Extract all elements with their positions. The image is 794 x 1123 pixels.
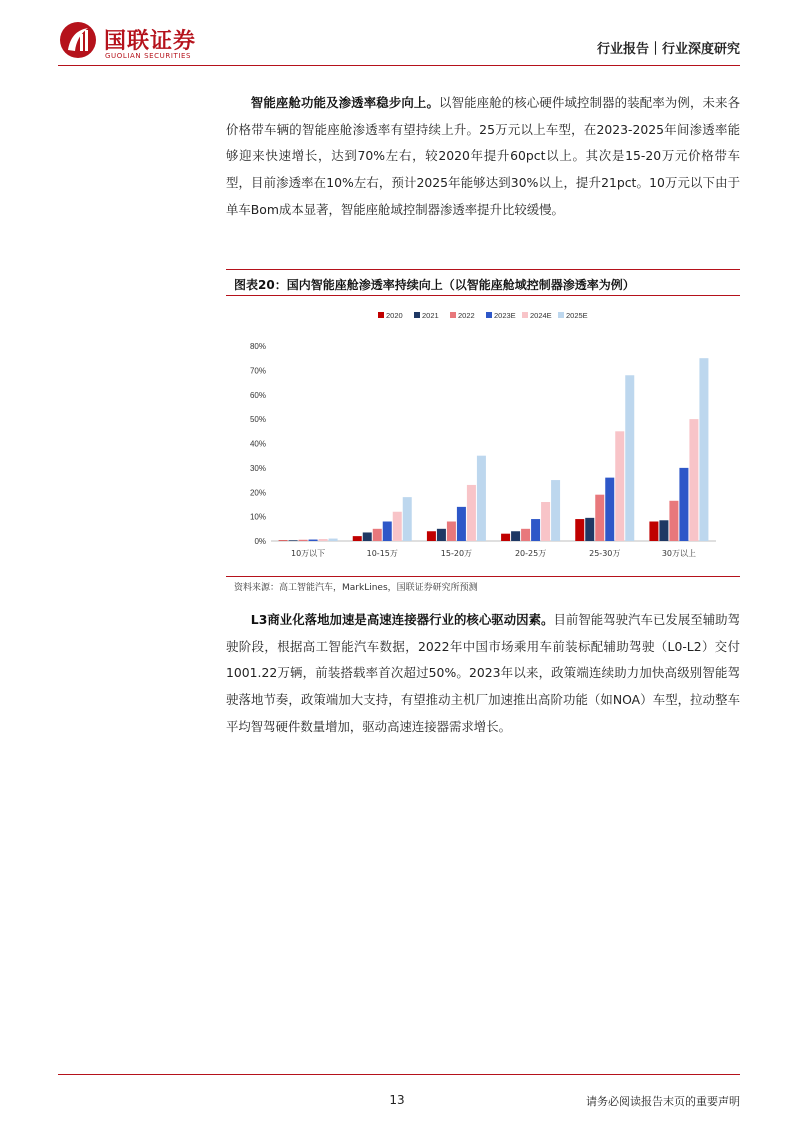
bar-2021-4 bbox=[585, 518, 594, 541]
y-tick-label: 20% bbox=[249, 488, 266, 498]
paragraph-body: 目前智能驾驶汽车已发展至辅助驾驶阶段，根据高工智能汽车数据，2022年中国市场乘用车前装标配辅助驾驶（L0-L2）交付1001.22万辆，前装搭载率首次超过50%。2023年以来，政策端连续助力加快高级别智能驾驶落地节奏，政策端加大支持，有望推动主机厂加速推出高阶功能（如NOA）车型，拉动整车平均智驾硬件数量增加，驱动高速连接器需求增长。 bbox=[226, 612, 740, 734]
bar-2025E-1 bbox=[403, 497, 412, 541]
bar-2021-2 bbox=[437, 529, 446, 541]
page-number: 13 bbox=[389, 1093, 405, 1107]
x-tick-label: 20-25万 bbox=[514, 549, 547, 558]
y-tick-label: 60% bbox=[249, 390, 266, 400]
bar-2022-4 bbox=[595, 495, 604, 541]
paragraph-lead: L3商业化落地加速是高速连接器行业的核心驱动因素。 bbox=[250, 612, 554, 627]
legend-label-2022: 2022 bbox=[458, 311, 475, 320]
bar-2020-5 bbox=[649, 522, 658, 542]
legend-label-2024E: 2024E bbox=[530, 311, 552, 320]
legend-swatch-2021 bbox=[414, 312, 420, 318]
legend-swatch-2025E bbox=[558, 312, 564, 318]
paragraph-cockpit bbox=[226, 90, 740, 224]
bar-2024E-0 bbox=[319, 539, 328, 541]
figure-source: 资料来源：高工智能汽车，MarkLines，国联证券研究所预测 bbox=[234, 583, 478, 593]
x-tick-label: 15-20万 bbox=[440, 549, 473, 558]
figure-source-bar bbox=[226, 576, 740, 594]
bar-2021-3 bbox=[511, 531, 520, 541]
y-tick-label: 70% bbox=[249, 366, 266, 376]
paragraph-lead: 智能座舱功能及渗透率稳步向上。 bbox=[250, 95, 440, 110]
paragraph-l3 bbox=[226, 607, 740, 741]
bar-2024E-2 bbox=[467, 485, 476, 541]
bar-2020-1 bbox=[353, 536, 362, 541]
y-tick-label: 10% bbox=[249, 512, 266, 522]
page-header bbox=[58, 18, 740, 68]
header-divider bbox=[58, 65, 740, 66]
bar-2025E-4 bbox=[625, 375, 634, 541]
bar-2022-3 bbox=[521, 529, 530, 541]
legend-label-2020: 2020 bbox=[386, 311, 403, 320]
logo-english-name: GUOLIAN SECURITIES bbox=[105, 52, 192, 60]
bar-2023E-4 bbox=[605, 478, 614, 541]
bar-2023E-1 bbox=[383, 522, 392, 542]
legend-swatch-2024E bbox=[522, 312, 528, 318]
company-logo bbox=[58, 18, 258, 66]
x-tick-label: 30万以上 bbox=[661, 549, 697, 558]
bar-2023E-0 bbox=[309, 540, 318, 541]
bar-2024E-5 bbox=[689, 419, 698, 541]
y-tick-label: 0% bbox=[254, 537, 266, 546]
bar-2022-0 bbox=[299, 540, 308, 541]
report-type-label: 行业报告｜行业深度研究 bbox=[596, 42, 740, 57]
bar-2024E-1 bbox=[393, 512, 402, 541]
bar-2020-3 bbox=[501, 534, 510, 541]
paragraph-body: 以智能座舱的核心硬件域控制器的装配率为例，未来各价格带车辆的智能座舱渗透率有望持续上升。25万元以上车型，在2023-2025年间渗透率能够迎来快速增长，达到70%左右，较2020年提升60pct以上。其次是15-20万元价格带车型，目前渗透率在10%左右，预计2025年能够达到30%以上，提升21pct。10万元以下由于单车Bom成本显著，智能座舱域控制器渗透率提升比较缓慢。 bbox=[226, 95, 741, 217]
bar-2024E-3 bbox=[541, 502, 550, 541]
bar-2021-1 bbox=[363, 532, 372, 541]
bar-2023E-5 bbox=[679, 468, 688, 541]
logo-chinese-name: 国联证券 bbox=[104, 29, 197, 54]
bar-2024E-4 bbox=[615, 431, 624, 541]
penetration-bar-chart bbox=[226, 300, 740, 572]
bar-2021-0 bbox=[289, 540, 298, 541]
logo-mark-icon bbox=[58, 20, 98, 60]
bar-2025E-0 bbox=[329, 539, 338, 541]
bar-2022-2 bbox=[447, 522, 456, 542]
bar-2022-1 bbox=[373, 529, 382, 541]
bar-2025E-5 bbox=[699, 358, 708, 541]
bar-2020-0 bbox=[279, 540, 288, 541]
bar-2021-5 bbox=[659, 520, 668, 541]
legend-swatch-2020 bbox=[378, 312, 384, 318]
y-tick-label: 30% bbox=[249, 463, 266, 473]
x-tick-label: 25-30万 bbox=[589, 549, 621, 558]
bar-2025E-3 bbox=[551, 480, 560, 541]
bar-2022-5 bbox=[669, 501, 678, 541]
bar-2023E-3 bbox=[531, 519, 540, 541]
legend-label-2023E: 2023E bbox=[494, 311, 516, 320]
disclaimer-note: 请务必阅读报告末页的重要声明 bbox=[586, 1095, 740, 1108]
y-tick-label: 40% bbox=[249, 439, 266, 449]
y-tick-label: 50% bbox=[249, 415, 266, 425]
x-tick-label: 10-15万 bbox=[366, 549, 398, 558]
figure-title: 图表20：国内智能座舱渗透率持续向上（以智能座舱域控制器渗透率为例） bbox=[234, 278, 635, 292]
bar-2023E-2 bbox=[457, 507, 466, 541]
legend-label-2021: 2021 bbox=[422, 311, 439, 320]
footer-divider bbox=[58, 1074, 740, 1075]
bar-2020-2 bbox=[427, 531, 436, 541]
x-tick-label: 10万以下 bbox=[290, 549, 326, 558]
legend-swatch-2022 bbox=[450, 312, 456, 318]
bar-2025E-2 bbox=[477, 456, 486, 541]
y-tick-label: 80% bbox=[249, 342, 266, 351]
figure-title-bar bbox=[226, 269, 740, 296]
bar-2020-4 bbox=[575, 519, 584, 541]
legend-label-2025E: 2025E bbox=[566, 311, 588, 320]
legend-swatch-2023E bbox=[486, 312, 492, 318]
